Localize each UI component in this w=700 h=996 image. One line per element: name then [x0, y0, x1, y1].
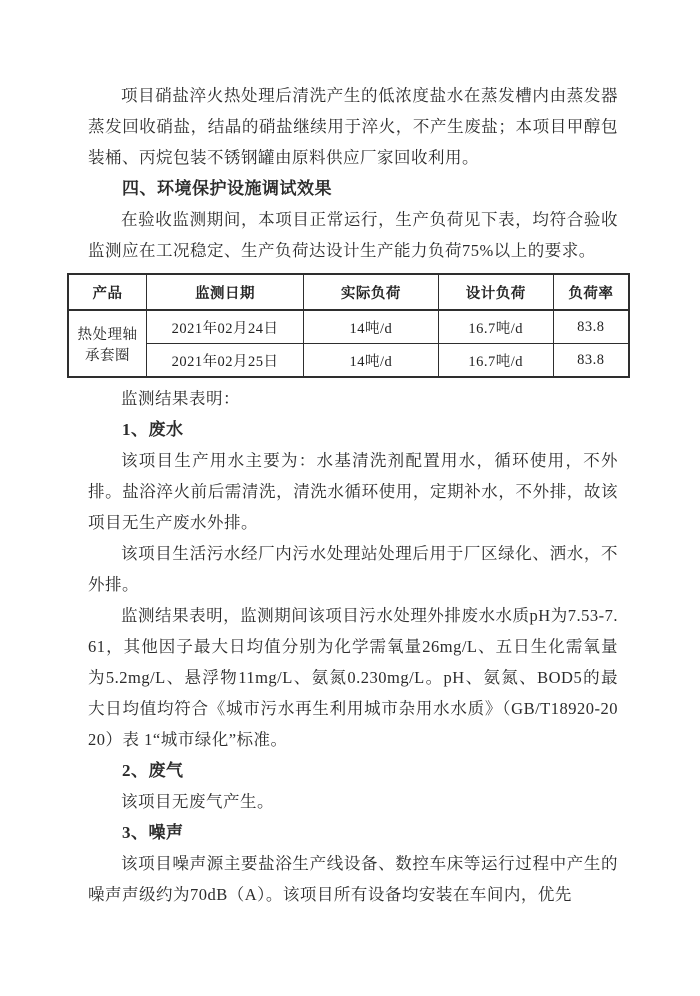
paragraph-wastewater-monitoring-results: 监测结果表明，监测期间该项目污水处理外排废水水质pH为7.53-7.61，其他因子最大日均值分别为化学需氧量26mg/L、五日生化需氧量为5.2mg/L、悬浮物11mg/L、氨氮0.230mg/L。pH、氨氮、BOD5的最大日均值均符合《城市污水再生利用城市杂用水水质》（GB/T18920-2020）表 1“城市绿化”标准。 — [88, 606, 618, 749]
table-cell-date: 2021年02月25日 — [147, 344, 304, 378]
table-header-design-load: 设计负荷 — [438, 274, 553, 310]
subsection-heading-noise: 3、噪声 — [122, 823, 184, 842]
paragraph-noise: 该项目噪声源主要盐浴生产线设备、数控车床等运行过程中产生的噪声声级约为70dB（A）。该项目所有设备均安装在车间内，优先 — [88, 854, 618, 904]
table-row — [68, 344, 629, 378]
table-cell-load-rate: 83.8 — [553, 344, 629, 378]
table-cell-date: 2021年02月24日 — [147, 310, 304, 344]
section-heading-env-protection-effect: 四、环境保护设施调试效果 — [122, 179, 332, 198]
table-header-actual-load: 实际负荷 — [304, 274, 439, 310]
document-content — [77, 80, 618, 910]
paragraph-wastewater-domestic-sewage: 该项目生活污水经厂内污水处理站处理后用于厂区绿化、洒水，不外排。 — [88, 544, 618, 594]
table-cell-design-load: 16.7吨/d — [438, 310, 553, 344]
subsection-heading-exhaust-gas: 2、废气 — [122, 761, 184, 780]
table-header-date: 监测日期 — [147, 274, 304, 310]
table-cell-actual-load: 14吨/d — [304, 310, 439, 344]
table-cell-design-load: 16.7吨/d — [438, 344, 553, 378]
production-load-table — [67, 273, 630, 378]
paragraph-exhaust-gas: 该项目无废气产生。 — [121, 792, 274, 811]
table-cell-actual-load: 14吨/d — [304, 344, 439, 378]
paragraph-monitoring-period: 在验收监测期间，本项目正常运行，生产负荷见下表，均符合验收监测应在工况稳定、生产负荷达设计生产能力负荷75%以上的要求。 — [88, 210, 618, 260]
paragraph-wastewater-production-water: 该项目生产用水主要为：水基清洗剂配置用水，循环使用，不外排。盐浴淬火前后需清洗，清洗水循环使用，定期补水，不外排，故该项目无生产废水外排。 — [88, 451, 618, 532]
table-row — [68, 310, 629, 344]
paragraph-results-intro: 监测结果表明： — [121, 389, 240, 408]
table-header-product: 产品 — [68, 274, 147, 310]
subsection-heading-wastewater: 1、废水 — [122, 420, 184, 439]
table-cell-product: 热处理轴承套圈 — [68, 310, 147, 377]
table-header-load-rate: 负荷率 — [553, 274, 629, 310]
table-header-row — [68, 274, 629, 310]
table-cell-load-rate: 83.8 — [553, 310, 629, 344]
paragraph-evaporation-recovery: 项目硝盐淬火热处理后清洗产生的低浓度盐水在蒸发槽内由蒸发器蒸发回收硝盐，结晶的硝盐继续用于淬火，不产生废盐；本项目甲醇包装桶、丙烷包装不锈钢罐由原料供应厂家回收利用。 — [88, 86, 618, 167]
